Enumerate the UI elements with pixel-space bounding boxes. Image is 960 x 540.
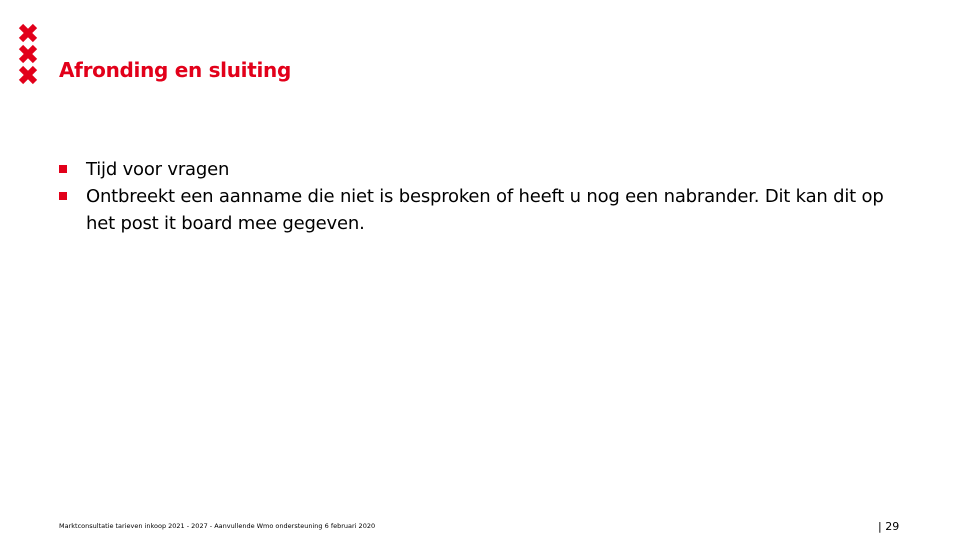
bullet-text: Ontbreekt een aanname die niet is besproken of heeft u nog een nabrander. Dit kan dit op het post it board mee gegeven. (86, 186, 884, 234)
square-bullet-icon (59, 165, 67, 173)
bullet-item (59, 156, 899, 183)
slide-title: Afronding en sluiting (59, 58, 292, 82)
bullet-list (59, 156, 899, 237)
square-bullet-icon (59, 192, 67, 200)
footer-text: Marktconsultatie tarieven inkoop 2021 - 2027 - Aanvullende Wmo ondersteuning 6 februari 2020 (59, 522, 376, 530)
amsterdam-xxx-icon (17, 22, 39, 86)
bullet-text: Tijd voor vragen (86, 159, 230, 180)
page-number: | 29 (878, 520, 900, 533)
bullet-item (59, 183, 899, 237)
